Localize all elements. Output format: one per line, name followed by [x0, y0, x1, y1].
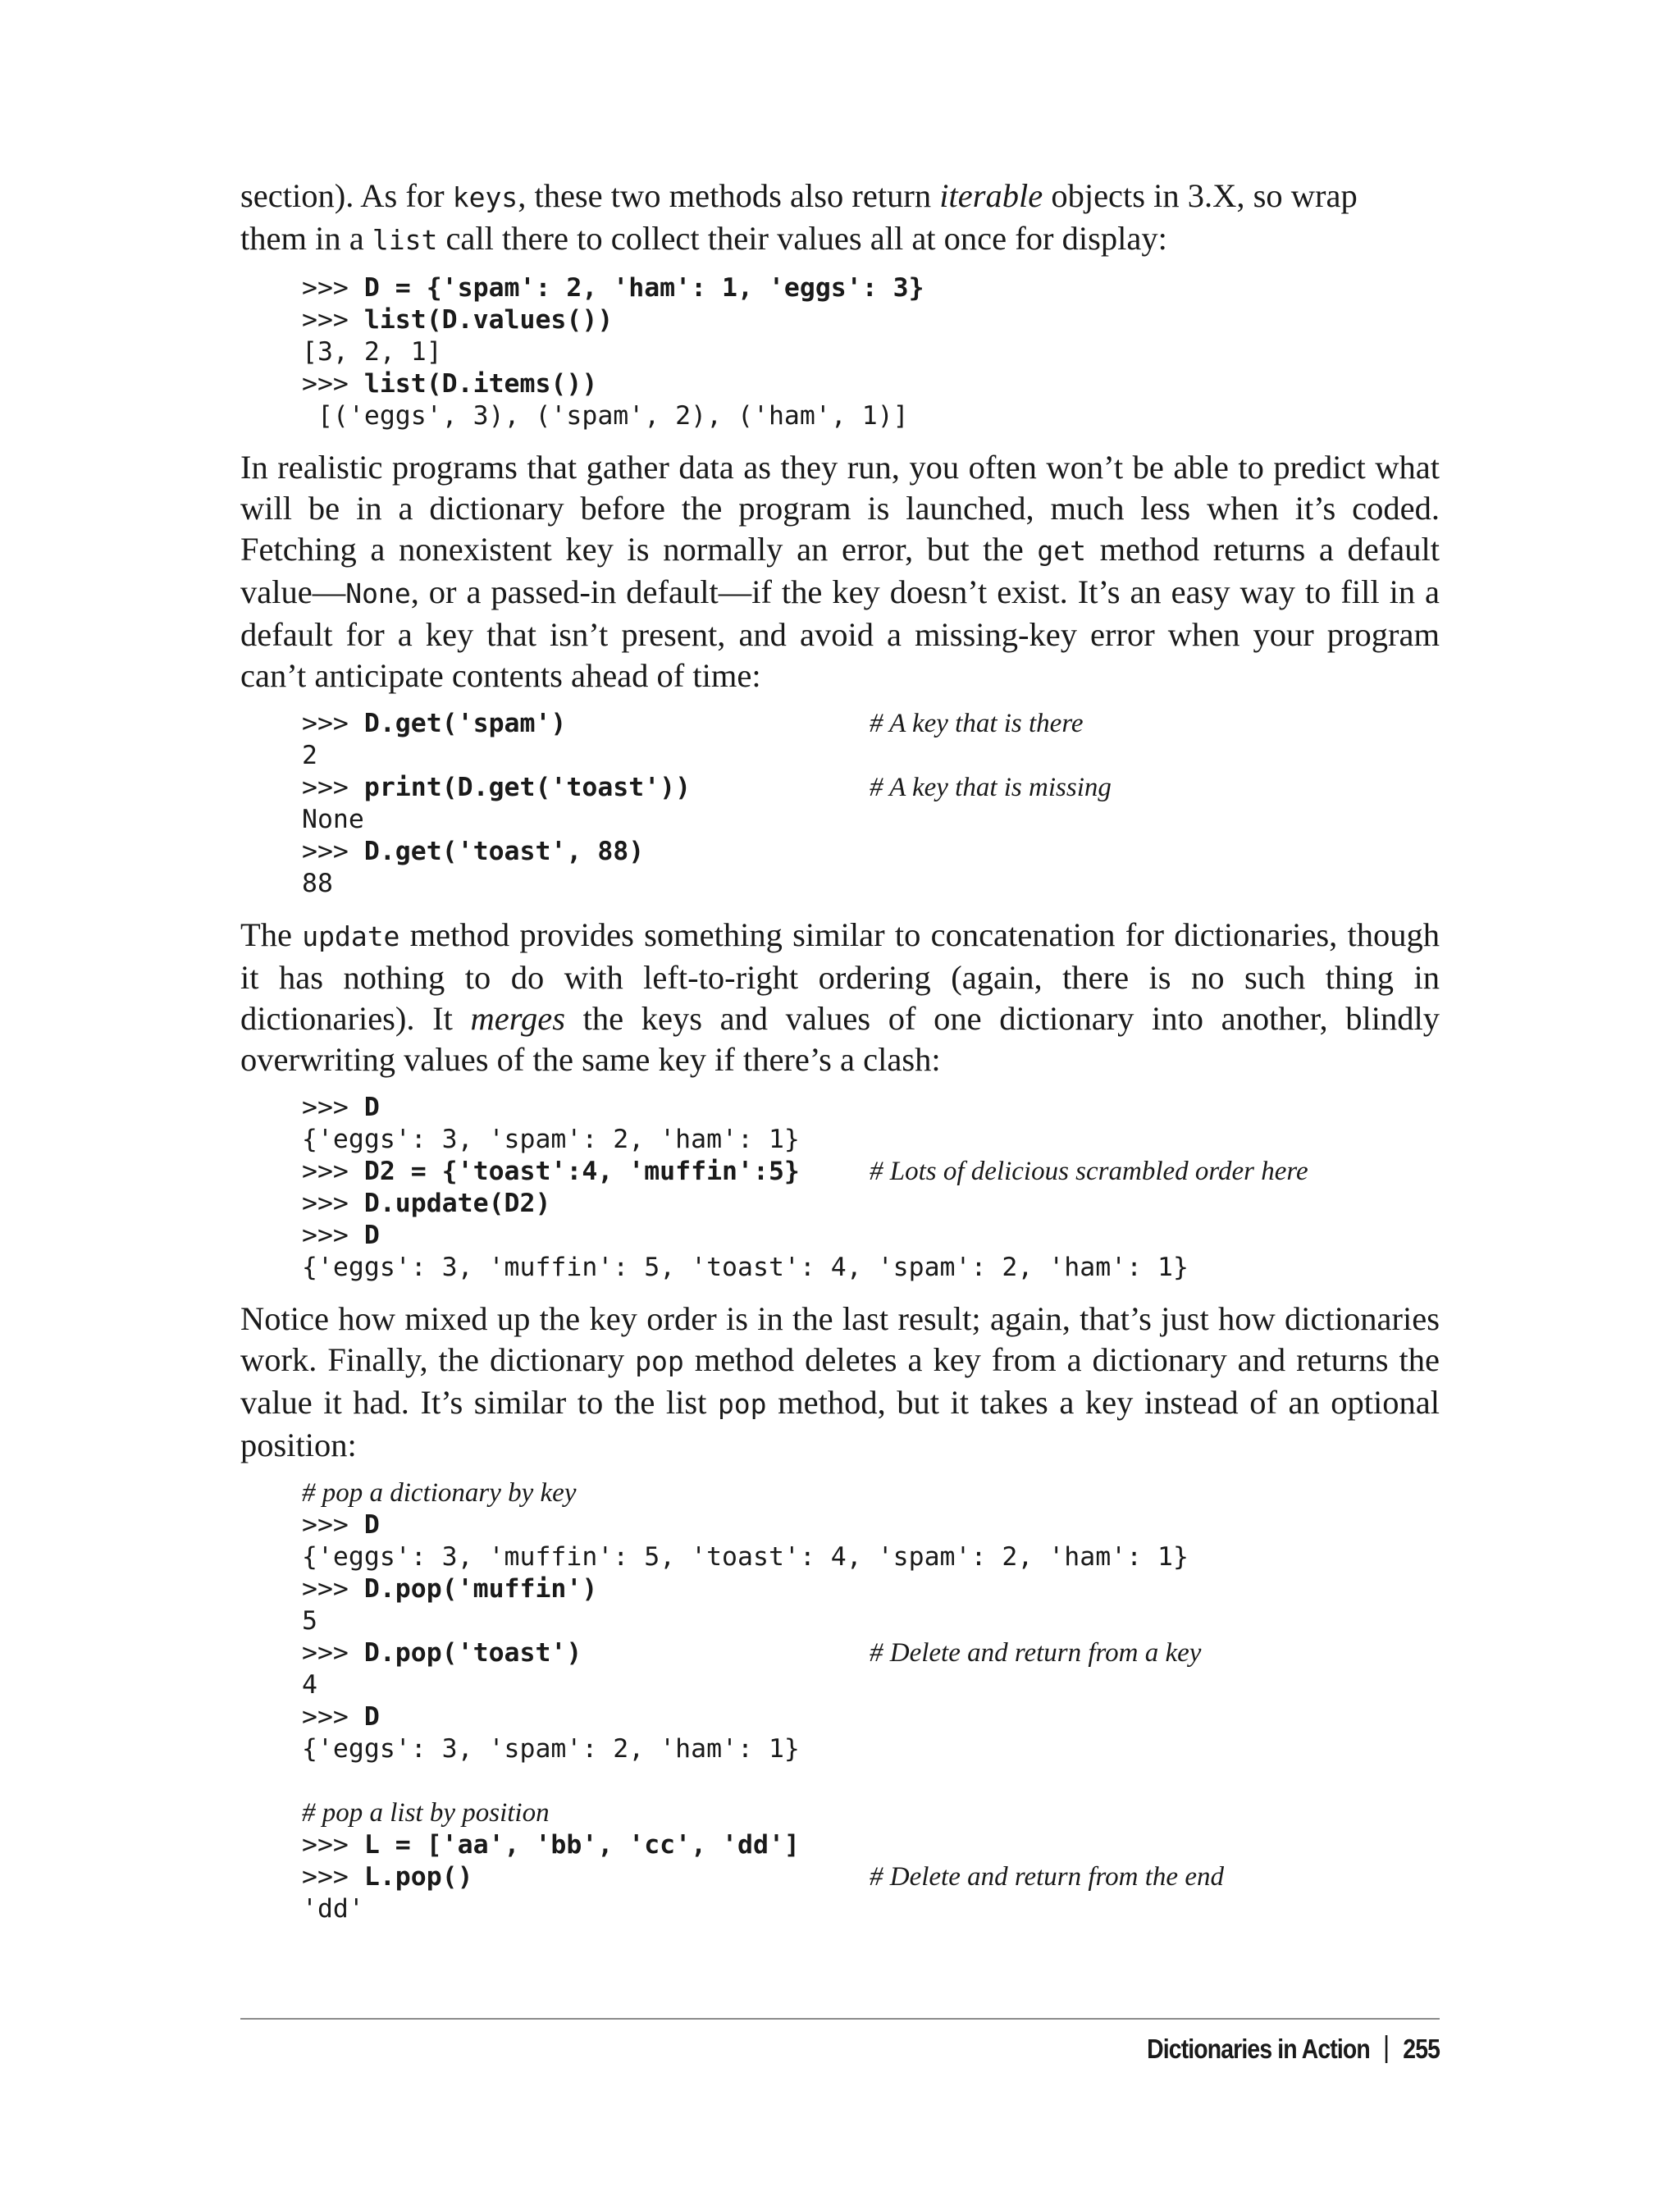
emphasis-iterable: iterable [939, 177, 1043, 214]
code-line: >>> D.get('spam') # A key that is there [302, 709, 1084, 738]
code-output: 88 [302, 869, 333, 898]
code-comment: # Delete and return from a key [870, 1638, 1202, 1668]
code-output: {'eggs': 3, 'muffin': 5, 'toast': 4, 'spam': 2, 'ham': 1} [302, 1253, 1189, 1282]
paragraph-2: In realistic programs that gather data as they run, you often won’t be able to predict what will be in a dictionary before the program is launched, much less when it’s coded. Fetching a nonexistent key is normally an error, but the get method returns a default value—None, or a passed-in default—if the key doesn’t exist. It’s an easy way to fill in a default for a key that isn’t present, and avoid a missing-key error when your program can’t anticipate contents ahead of time: [240, 449, 1440, 694]
running-footer-title: Dictionaries in Action [1147, 2034, 1370, 2064]
code-line: >>> D2 = {'toast':4, 'muffin':5} # Lots of delicious scrambled order here [302, 1157, 1308, 1186]
code-comment: # A key that is missing [870, 773, 1112, 802]
code-line: >>> D [302, 1221, 380, 1250]
code-line: >>> print(D.get('toast')) # A key that is missing [302, 773, 1112, 802]
code-line: >>> list(D.values()) [302, 305, 614, 335]
inline-code-keys: keys [452, 181, 518, 213]
code-line: >>> D = {'spam': 2, 'ham': 1, 'eggs': 3} [302, 273, 924, 303]
code-comment: # A key that is there [870, 709, 1084, 738]
code-block-values-items [302, 272, 1440, 432]
code-output: 5 [302, 1606, 317, 1636]
inline-code-pop: pop [717, 1388, 767, 1420]
code-line: >>> D.update(D2) [302, 1189, 551, 1218]
footer-separator [1386, 2035, 1388, 2063]
code-block-get [302, 708, 1440, 900]
code-output: 4 [302, 1670, 317, 1700]
code-line: >>> list(D.items()) [302, 369, 598, 399]
code-line: >>> D [302, 1702, 380, 1732]
inline-code-pop: pop [635, 1345, 684, 1377]
page-footer [1147, 2026, 1440, 2072]
code-output: {'eggs': 3, 'spam': 2, 'ham': 1} [302, 1734, 800, 1764]
code-block-pop [302, 1477, 1440, 1925]
code-comment: # pop a list by position [302, 1798, 550, 1828]
code-output: {'eggs': 3, 'spam': 2, 'ham': 1} [302, 1125, 800, 1154]
code-line: >>> L.pop() # Delete and return from the end [302, 1862, 1224, 1892]
code-blank-line [302, 1765, 1440, 1797]
code-line: >>> D.get('toast', 88) [302, 837, 645, 866]
paragraph-1: section). As for keys, these two methods also return iterable objects in 3.X, so wrap them in a list call there to collect their values all at once for display: [240, 177, 1358, 257]
inline-code-update: update [302, 920, 400, 952]
page-content [240, 176, 1440, 1925]
code-output: 'dd' [302, 1894, 364, 1924]
code-output: [3, 2, 1] [302, 337, 442, 367]
code-line: >>> D.pop('muffin') [302, 1574, 598, 1604]
page-number: 255 [1403, 2034, 1440, 2064]
inline-code-list: list [372, 224, 438, 256]
paragraph-4: Notice how mixed up the key order is in the last result; again, that’s just how dictionaries work. Finally, the dictionary pop method deletes a key from a dictionary and returns the value it had. It’s similar to the list pop method, but it takes a key instead of an optional position: [240, 1300, 1440, 1463]
paragraph-3: The update method provides something similar to concatenation for dictionaries, though it has nothing to do with left-to-right ordering (again, there is no such thing in dictionaries). It merges the keys and values of one dictionary into another, blindly overwriting values of the same key if there’s a clash: [240, 916, 1440, 1078]
code-comment: # Lots of delicious scrambled order here [870, 1157, 1308, 1186]
code-line: >>> D [302, 1510, 380, 1540]
code-line: >>> D [302, 1093, 380, 1122]
inline-code-none: None [345, 578, 411, 609]
code-comment: # pop a dictionary by key [302, 1478, 577, 1508]
footer-divider [240, 2018, 1440, 2020]
code-output: None [302, 805, 364, 834]
inline-code-get: get [1037, 535, 1086, 567]
code-line: >>> D.pop('toast') # Delete and return from a key [302, 1638, 1202, 1668]
code-block-update [302, 1092, 1440, 1284]
code-output: {'eggs': 3, 'muffin': 5, 'toast': 4, 'spam': 2, 'ham': 1} [302, 1542, 1189, 1572]
code-output: [('eggs', 3), ('spam', 2), ('ham', 1)] [302, 401, 909, 431]
emphasis-merges: merges [470, 1000, 565, 1037]
code-comment: # Delete and return from the end [870, 1862, 1224, 1892]
code-line: >>> L = ['aa', 'bb', 'cc', 'dd'] [302, 1830, 800, 1860]
code-output: 2 [302, 741, 317, 770]
